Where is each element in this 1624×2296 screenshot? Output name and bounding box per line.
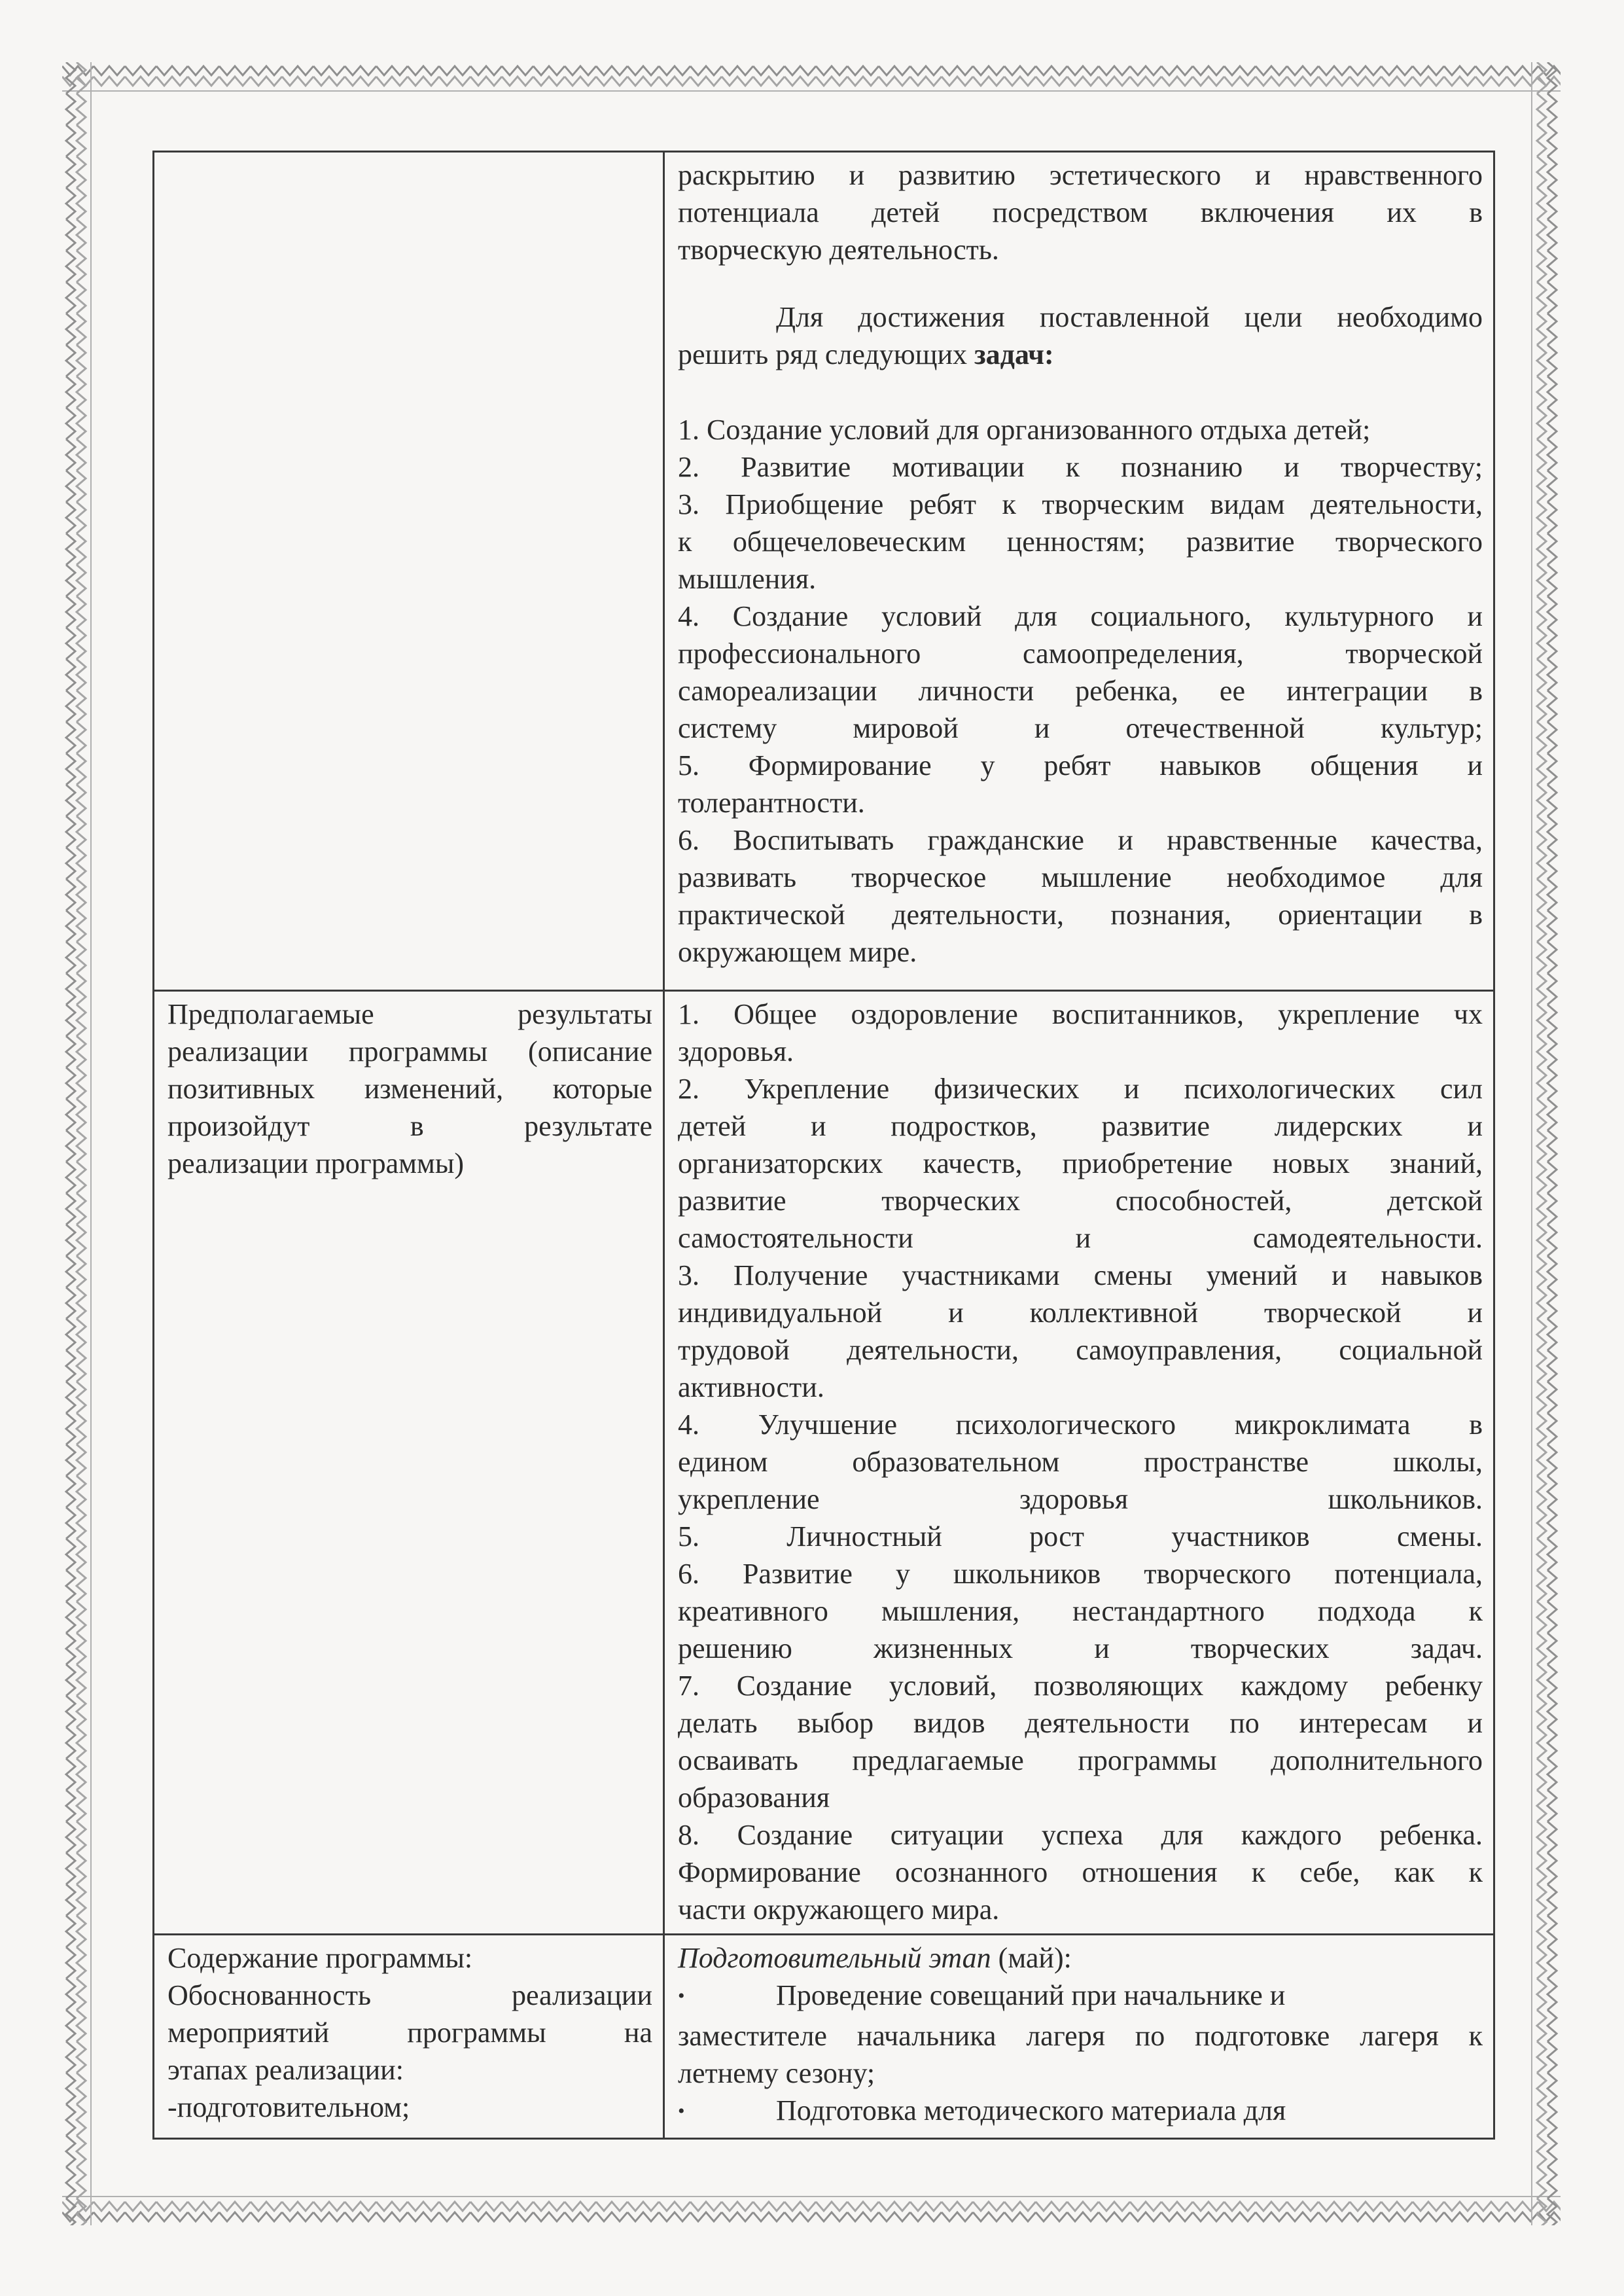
text-line: реализации программы (описание [168, 1035, 652, 1067]
bullet-text: Подготовка методического материала для [776, 2094, 1286, 2126]
text-line: произойдут в результате [168, 1110, 652, 1142]
text-line: раскрытию и развитию эстетического и нравственного [678, 159, 1483, 191]
spacer [678, 268, 1483, 298]
tasks-heading: задач: [974, 338, 1054, 370]
result-line: образования [678, 1782, 830, 1814]
result-line: детей и подростков, развитие лидерских и [678, 1110, 1483, 1142]
result-line: организаторских качеств, приобретение новых знаний, [678, 1147, 1483, 1179]
program-content-label-cell [154, 1935, 664, 2139]
task-line: 5. Формирование у ребят навыков общения и [678, 749, 1483, 781]
result-line: 5. Личностный рост участников смены. [678, 1520, 1483, 1552]
result-line: развитие творческих способностей, детской [678, 1185, 1483, 1217]
task-line: к общечеловеческим ценностям; развитие творческого [678, 526, 1483, 558]
result-line: креативного мышления, нестандартного подхода к [678, 1595, 1483, 1627]
text-line: -подготовительном; [168, 2091, 410, 2123]
task-line: толерантности. [678, 787, 865, 819]
table-row [154, 991, 1494, 1935]
task-line: самореализации личности ребенка, ее интеграции в [678, 675, 1483, 707]
stage-heading [678, 1939, 1483, 1977]
result-line: части окружающего мира. [678, 1893, 1000, 1926]
text-line: потенциала детей посредством включения их в [678, 196, 1483, 228]
expected-results-label-cell [154, 991, 664, 1935]
result-line: Формирование осознанного отношения к себе, как к [678, 1856, 1483, 1888]
result-line: 2. Укрепление физических и психологических сил [678, 1073, 1483, 1105]
task-line: 1. Создание условий для организованного отдыха детей; [678, 414, 1371, 446]
table-cell-left-empty [154, 152, 664, 991]
result-line: здоровья. [678, 1035, 794, 1067]
decorative-border-right [1529, 62, 1561, 2225]
result-line: активности. [678, 1371, 824, 1403]
text-line: Предполагаемые результаты [168, 998, 652, 1030]
result-line: 8. Создание ситуации успеха для каждого ребенка. [678, 1819, 1483, 1851]
result-line: 4. Улучшение психологического микроклимата в [678, 1408, 1483, 1441]
text-line: Для достижения поставленной цели необходимо [776, 301, 1483, 333]
text-fragment: решить ряд следующих [678, 338, 974, 370]
spacer [678, 373, 1483, 411]
text-line: заместителе начальника лагеря по подготовке лагеря к [678, 2020, 1483, 2052]
task-line: развивать творческое мышление необходимое для [678, 861, 1483, 893]
preparatory-stage-cell [664, 1935, 1494, 2139]
result-line: самостоятельности и самодеятельности. [678, 1222, 1483, 1254]
text-line: Обоснованность реализации [168, 1979, 652, 2011]
bullet-icon [678, 1977, 776, 2017]
task-line: 6. Воспитывать гражданские и нравственные качества, [678, 824, 1483, 856]
text-line: этапах реализации: [168, 2054, 404, 2086]
task-line: окружающем мире. [678, 936, 917, 968]
bullet-text: Проведение совещаний при начальнике и [776, 1979, 1286, 2011]
text-line: творческую деятельность. [678, 234, 999, 266]
result-line: индивидуальной и коллективной творческой и [678, 1297, 1483, 1329]
result-line: укрепление здоровья школьников. [678, 1483, 1483, 1515]
stage-period: (май): [991, 1942, 1072, 1974]
task-line: профессионального самоопределения, творческой [678, 637, 1483, 670]
list-item [678, 1977, 1483, 2017]
expected-results-cell [664, 991, 1494, 1935]
result-line: едином образовательном пространстве школы, [678, 1446, 1483, 1478]
text-line [678, 336, 1483, 373]
stage-name: Подготовительный этап [678, 1942, 991, 1974]
goals-tasks-cell [664, 152, 1494, 991]
text-line: позитивных изменений, которые [168, 1073, 652, 1105]
program-table [152, 151, 1495, 2140]
text-line: Содержание программы: [168, 1942, 473, 1974]
result-line: осваивать предлагаемые программы дополнительного [678, 1744, 1483, 1776]
result-line: 6. Развитие у школьников творческого потенциала, [678, 1558, 1483, 1590]
task-line: практической деятельности, познания, ориентации в [678, 899, 1483, 931]
text-line: мероприятий программы на [168, 2017, 652, 2049]
result-line: 7. Создание условий, позволяющих каждому ребенку [678, 1670, 1483, 1702]
text-line: реализации программы) [168, 1147, 465, 1179]
decorative-border-left [62, 62, 94, 2225]
text-line: летнему сезону; [678, 2057, 875, 2089]
task-line: 4. Создание условий для социального, культурного и [678, 600, 1483, 632]
task-line: мышления. [678, 563, 817, 595]
decorative-border-bottom [62, 2194, 1561, 2225]
result-line: 3. Получение участниками смены умений и навыков [678, 1259, 1483, 1291]
task-line: систему мировой и отечественной культур; [678, 712, 1483, 744]
result-line: делать выбор видов деятельности по интересам и [678, 1707, 1483, 1739]
decorative-border-top [62, 62, 1561, 94]
result-line: трудовой деятельности, самоуправления, социальной [678, 1334, 1483, 1366]
task-line: 3. Приобщение ребят к творческим видам деятельности, [678, 488, 1483, 520]
list-item [678, 2092, 1483, 2132]
result-line: 1. Общее оздоровление воспитанников, укрепление чх [678, 998, 1483, 1030]
bullet-icon [678, 2092, 776, 2132]
table-row [154, 1935, 1494, 2139]
table-row [154, 152, 1494, 991]
result-line: решению жизненных и творческих задач. [678, 1632, 1483, 1664]
task-line: 2. Развитие мотивации к познанию и творчеству; [678, 451, 1483, 483]
